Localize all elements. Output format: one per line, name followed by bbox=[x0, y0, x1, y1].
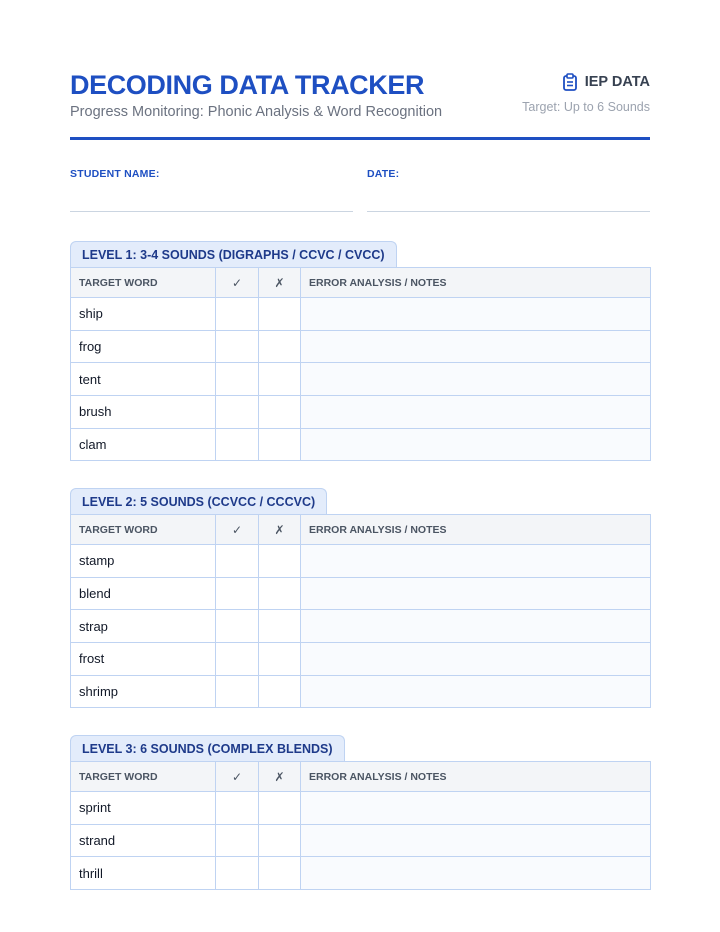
incorrect-cell[interactable] bbox=[259, 545, 301, 578]
date-label: DATE: bbox=[367, 168, 400, 180]
notes-cell[interactable] bbox=[301, 577, 651, 610]
correct-cell[interactable] bbox=[216, 545, 259, 578]
header bbox=[70, 68, 650, 140]
table-row bbox=[71, 643, 651, 676]
table-row bbox=[71, 545, 651, 578]
notes-column-header: ERROR ANALYSIS / NOTES bbox=[301, 515, 651, 545]
incorrect-cell[interactable] bbox=[259, 577, 301, 610]
notes-cell[interactable] bbox=[301, 643, 651, 676]
level-title: LEVEL 1: 3-4 SOUNDS (DIGRAPHS / CCVC / CVCC) bbox=[70, 241, 397, 268]
table-row bbox=[71, 792, 651, 825]
incorrect-cell[interactable] bbox=[259, 792, 301, 825]
word-column-header: TARGET WORD bbox=[71, 762, 216, 792]
notes-cell[interactable] bbox=[301, 363, 651, 396]
incorrect-cell[interactable] bbox=[259, 396, 301, 429]
target-word: tent bbox=[71, 363, 216, 396]
target-word: shrimp bbox=[71, 675, 216, 708]
student-name-field[interactable] bbox=[70, 168, 353, 180]
target-word: clam bbox=[71, 428, 216, 461]
target-word: strap bbox=[71, 610, 216, 643]
notes-cell[interactable] bbox=[301, 675, 651, 708]
notes-cell[interactable] bbox=[301, 857, 651, 890]
correct-cell[interactable] bbox=[216, 428, 259, 461]
correct-cell[interactable] bbox=[216, 675, 259, 708]
clipboard-icon bbox=[562, 73, 578, 91]
notes-cell[interactable] bbox=[301, 396, 651, 429]
correct-cell[interactable] bbox=[216, 363, 259, 396]
correct-cell[interactable] bbox=[216, 824, 259, 857]
table-row bbox=[71, 857, 651, 890]
table-row bbox=[71, 330, 651, 363]
target-word: sprint bbox=[71, 792, 216, 825]
date-field[interactable] bbox=[367, 168, 650, 180]
incorrect-cell[interactable] bbox=[259, 610, 301, 643]
incorrect-column-header: ✗ bbox=[259, 762, 301, 792]
table-row bbox=[71, 610, 651, 643]
table-row bbox=[71, 824, 651, 857]
notes-cell[interactable] bbox=[301, 792, 651, 825]
notes-cell[interactable] bbox=[301, 330, 651, 363]
table-row bbox=[71, 428, 651, 461]
correct-cell[interactable] bbox=[216, 330, 259, 363]
student-name-label: STUDENT NAME: bbox=[70, 168, 160, 180]
word-table bbox=[70, 514, 651, 708]
target-word: stamp bbox=[71, 545, 216, 578]
notes-cell[interactable] bbox=[301, 610, 651, 643]
correct-cell[interactable] bbox=[216, 643, 259, 676]
word-table bbox=[70, 267, 651, 461]
incorrect-cell[interactable] bbox=[259, 675, 301, 708]
table-row bbox=[71, 396, 651, 429]
word-column-header: TARGET WORD bbox=[71, 515, 216, 545]
correct-cell[interactable] bbox=[216, 792, 259, 825]
target-word: frog bbox=[71, 330, 216, 363]
target-word: ship bbox=[71, 298, 216, 331]
correct-column-header: ✓ bbox=[216, 268, 259, 298]
incorrect-cell[interactable] bbox=[259, 824, 301, 857]
level-title: LEVEL 2: 5 SOUNDS (CCVCC / CCCVC) bbox=[70, 488, 327, 515]
word-column-header: TARGET WORD bbox=[71, 268, 216, 298]
header-divider bbox=[70, 137, 650, 140]
date-line[interactable] bbox=[367, 211, 650, 212]
table-row bbox=[71, 298, 651, 331]
incorrect-cell[interactable] bbox=[259, 428, 301, 461]
correct-cell[interactable] bbox=[216, 857, 259, 890]
page-title: DECODING DATA TRACKER bbox=[70, 70, 425, 100]
iep-badge bbox=[522, 72, 650, 114]
target-word: frost bbox=[71, 643, 216, 676]
target-word: blend bbox=[71, 577, 216, 610]
correct-cell[interactable] bbox=[216, 610, 259, 643]
target-text: Target: Up to 6 Sounds bbox=[522, 100, 650, 114]
page-subtitle: Progress Monitoring: Phonic Analysis & Word Recognition bbox=[70, 104, 443, 120]
target-word: strand bbox=[71, 824, 216, 857]
incorrect-cell[interactable] bbox=[259, 363, 301, 396]
incorrect-cell[interactable] bbox=[259, 643, 301, 676]
incorrect-column-header: ✗ bbox=[259, 515, 301, 545]
iep-label: IEP DATA bbox=[584, 74, 650, 90]
correct-cell[interactable] bbox=[216, 396, 259, 429]
notes-cell[interactable] bbox=[301, 298, 651, 331]
table-row bbox=[71, 363, 651, 396]
target-word: brush bbox=[71, 396, 216, 429]
notes-cell[interactable] bbox=[301, 824, 651, 857]
table-row bbox=[71, 577, 651, 610]
word-table bbox=[70, 761, 651, 890]
level-title: LEVEL 3: 6 SOUNDS (COMPLEX BLENDS) bbox=[70, 735, 345, 762]
notes-cell[interactable] bbox=[301, 428, 651, 461]
correct-column-header: ✓ bbox=[216, 762, 259, 792]
correct-cell[interactable] bbox=[216, 577, 259, 610]
student-name-line[interactable] bbox=[70, 211, 353, 212]
incorrect-cell[interactable] bbox=[259, 298, 301, 331]
incorrect-cell[interactable] bbox=[259, 330, 301, 363]
correct-cell[interactable] bbox=[216, 298, 259, 331]
incorrect-cell[interactable] bbox=[259, 857, 301, 890]
target-word: thrill bbox=[71, 857, 216, 890]
notes-column-header: ERROR ANALYSIS / NOTES bbox=[301, 268, 651, 298]
table-row bbox=[71, 675, 651, 708]
notes-cell[interactable] bbox=[301, 545, 651, 578]
notes-column-header: ERROR ANALYSIS / NOTES bbox=[301, 762, 651, 792]
incorrect-column-header: ✗ bbox=[259, 268, 301, 298]
correct-column-header: ✓ bbox=[216, 515, 259, 545]
